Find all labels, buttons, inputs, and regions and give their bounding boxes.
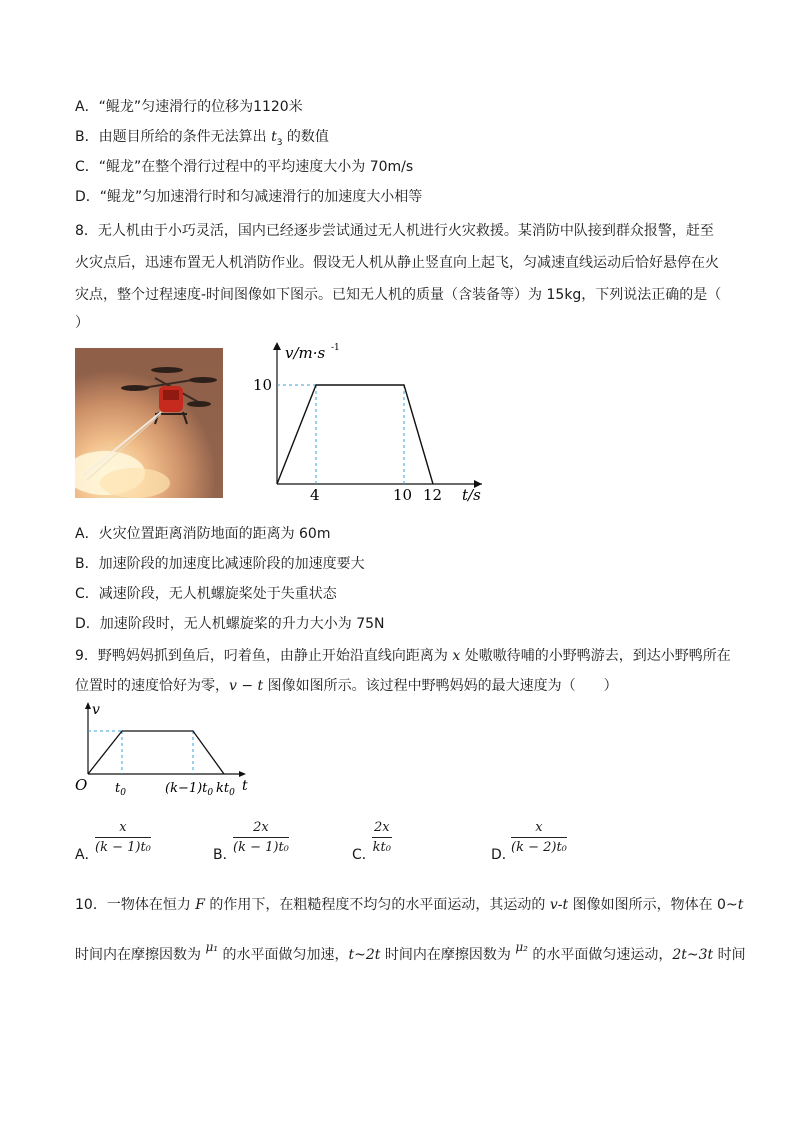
q9-option-c-fraction: [372, 820, 392, 855]
q9-option-d-num: x: [511, 820, 567, 838]
q8-xlabel: t/s: [462, 486, 481, 504]
q9-option-d-den: (k − 2)t₀: [511, 840, 567, 855]
q8-stem-line1: 8．无人机由于小巧灵活，国内已经逐步尝试通过无人机进行火灾救援。某消防中队接到群众报警，赶至: [75, 223, 714, 239]
q8-stem-line3: 灾点，整个过程速度-时间图像如下图示。已知无人机的质量（含装备等）为 15kg，下列说法正确的是（: [75, 287, 722, 303]
q9-velocity-curve: [88, 731, 224, 774]
q10-range-t-2t: t~2t: [348, 947, 381, 963]
q8-option-a: A．火灾位置距离消防地面的距离为 60m: [75, 526, 331, 542]
q7-option-b-var: t: [271, 129, 277, 145]
q8-tick-t10: 10: [393, 486, 413, 504]
q9-option-b-fraction: [233, 820, 289, 855]
q9-tick-t0: $t_0$: [115, 781, 126, 798]
q10-mu1: μ₁: [205, 940, 219, 954]
q8-v-axis-arrow: [273, 342, 281, 350]
q8-option-d: D．加速阶段时，无人机螺旋桨的升力大小为 75N: [75, 616, 385, 632]
q8-stem-line2: 火灾点后，迅速布置无人机消防作业。假设无人机从静止竖直向上起飞，匀减速直线运动后恰好悬停在火: [75, 255, 719, 271]
q7-option-b-tail: 的数值: [282, 129, 329, 145]
q10-line1-b: 的作用下，在粗糙程度不均匀的水平面运动，其运动的: [204, 897, 550, 913]
q8-option-b: B．加速阶段的加速度比减速阶段的加速度要大: [75, 556, 365, 572]
q9-xlabel: t: [242, 778, 248, 794]
q9-ylabel: v: [92, 702, 100, 718]
q7-option-b-sub: 3: [276, 137, 283, 148]
drone-firefighting-photo: [75, 348, 223, 498]
q10-line1-c: 图像如图所示，物体在 0~: [568, 897, 738, 913]
q8-tick-v10: 10: [253, 376, 273, 394]
q9-v-axis-arrow: [85, 702, 91, 709]
q9-option-d-label: D．: [491, 847, 516, 863]
q10-line2-d: 时间内在摩擦因数为: [380, 947, 516, 963]
q9-vt-graph: [72, 700, 262, 802]
q7-option-a: A．“鲲龙”匀速滑行的位移为1120米: [75, 99, 303, 115]
q9-tick-kt0: $kt_0$: [216, 781, 235, 798]
q8-option-c: C．减速阶段，无人机螺旋桨处于失重状态: [75, 586, 337, 602]
q10-stem-line2: [75, 940, 746, 965]
q9-stem-var-vt: v − t: [229, 678, 264, 694]
q10-line2-b: 的水平面做匀加速，: [218, 947, 349, 963]
q8-vt-graph: [250, 338, 490, 504]
q10-var-vt: v-t: [549, 897, 569, 913]
q8-stem-line4: ）: [75, 315, 89, 331]
q8-velocity-curve: [277, 385, 433, 484]
q10-var-F: F: [195, 897, 205, 913]
q9-option-b-den: (k − 1)t₀: [233, 840, 289, 855]
q9-option-b-label: B．: [213, 847, 237, 863]
q9-stem-line1-b: 处嗷嗷待哺的小野鸭游去，到达小野鸭所在: [460, 648, 731, 664]
q9-option-d-fraction: [511, 820, 567, 855]
q9-stem-line1: [75, 646, 731, 666]
q9-stem-line2: [75, 676, 618, 696]
q10-line2-e: 的水平面做匀速运动，: [527, 947, 673, 963]
q9-option-c-num: 2x: [372, 820, 392, 838]
q9-stem-line2-b: 图像如图所示。该过程中野鸭妈妈的最大速度为（ ）: [263, 678, 618, 694]
q9-option-c-label: C．: [352, 847, 376, 863]
q7-option-b-text: B．由题目所给的条件无法算出: [75, 129, 272, 145]
q9-option-c-den: kt₀: [372, 840, 391, 855]
q9-origin: O: [75, 776, 88, 794]
q9-option-a-num: x: [95, 820, 151, 838]
q9-stem-line2-a: 位置时的速度恰好为零，: [75, 678, 229, 694]
q10-line2-g: 时间: [713, 947, 746, 963]
q9-option-a-den: (k − 1)t₀: [95, 840, 151, 855]
q9-option-a-fraction: [95, 820, 151, 855]
q10-mu2: μ₂: [515, 940, 528, 954]
q7-option-b: [75, 127, 329, 153]
q10-range-2t-3t: 2t~3t: [672, 947, 714, 963]
q10-stem-line1: [75, 895, 743, 915]
q9-option-b-num: 2x: [233, 820, 289, 838]
q8-ylabel: v/m·s: [285, 344, 326, 362]
q8-tick-t4: 4: [310, 486, 320, 504]
q10-line2-a: 时间内在摩擦因数为: [75, 947, 206, 963]
q7-option-c: C．“鲲龙”在整个滑行过程中的平均速度大小为 70m/s: [75, 159, 414, 175]
q8-tick-t12: 12: [423, 486, 443, 504]
q9-stem-line1-a: 9．野鸭妈妈抓到鱼后，叼着鱼，由静止开始沿直线向距离为: [75, 648, 453, 664]
q9-tick-k1t0: $(k-1)t_0$: [165, 781, 214, 798]
q10-line1-a: 10．一物体在恒力: [75, 897, 196, 913]
q8-ylabel-exp: -1: [331, 343, 340, 353]
q10-var-t: t: [737, 897, 744, 913]
q9-option-a-label: A．: [75, 847, 99, 863]
q9-t-axis-arrow: [239, 771, 246, 777]
q7-option-d: D．“鲲龙”匀加速滑行时和匀减速滑行的加速度大小相等: [75, 189, 423, 205]
q9-stem-var-x: x: [452, 648, 461, 664]
